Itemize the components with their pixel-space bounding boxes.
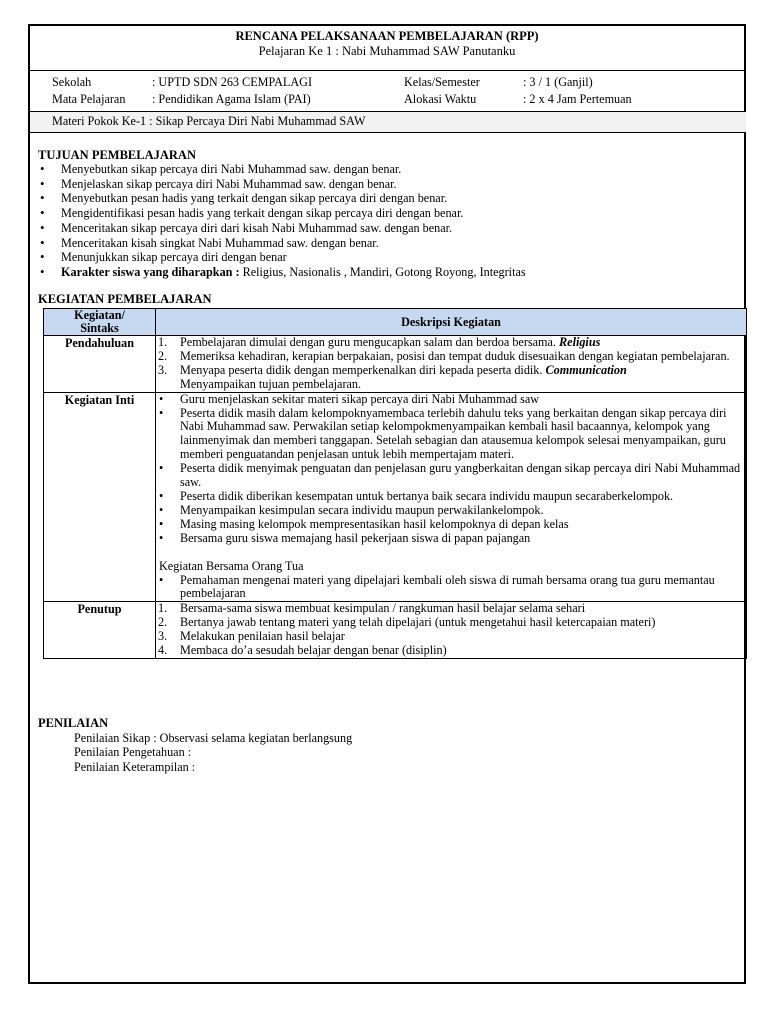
col-header-kegiatan [44,309,156,336]
item-text: Memeriksa kehadiran, kerapian berpakaian, posisi dan tempat duduk disesuaikan dengan kegiatan pembelajaran. [180,348,730,363]
alokasi-value: : 2 x 4 Jam Pertemuan [523,92,632,106]
karakter-label: Karakter siswa yang diharapkan : [61,264,240,279]
item-number: 1. [158,335,168,349]
item-number: 3. [158,629,168,644]
document-frame [28,24,746,984]
item-number: 4. [158,643,168,658]
inti-desc [156,392,747,602]
alokasi-label: Alokasi Waktu [404,92,477,106]
header-divider [30,70,746,71]
info-block [52,74,742,108]
table-header-row [44,309,747,336]
mapel-value: : Pendidikan Agama Islam (PAI) [152,92,311,106]
pendahuluan-desc [156,336,747,393]
list-item [156,616,746,630]
list-item [156,350,746,364]
list-item: • Menceritakan kisah singkat Nabi Muhammad saw. dengan benar. [38,236,738,251]
orang-tua-title: Kegiatan Bersama Orang Tua [159,558,304,573]
penilaian-title: PENILAIAN [38,716,109,730]
document-subtitle: Pelajaran Ke 1 : Nabi Muhammad SAW Panutanku [258,44,516,58]
tujuan-list [38,162,738,280]
list-item [156,630,746,644]
spacer [156,546,746,560]
item-text: Pembelajaran dimulai dengan guru mengucapkan salam dan berdoa bersama. [180,335,560,349]
penutup-label: Penutup [44,602,156,659]
penilaian-pengetahuan: Penilaian Pengetahuan : [74,745,192,760]
list-item: • Menjelaskan sikap percaya diri Nabi Muhammad saw. dengan benar. [38,177,738,192]
tujuan-title: TUJUAN PEMBELAJARAN [38,148,196,162]
penilaian-keterampilan: Penilaian Keterampilan : [74,759,196,774]
item-text: Membaca do’a sesudah belajar dengan benar (disiplin) [180,643,447,658]
table-row-pendahuluan [44,336,747,393]
pendahuluan-label: Pendahuluan [44,336,156,393]
list-item: • Menceritakan sikap percaya diri dari kisah Nabi Muhammad saw. dengan benar. [38,221,738,236]
info-row-1 [52,74,742,91]
col-header-deskripsi: Deskripsi Kegiatan [156,309,747,336]
penutup-list [156,602,746,658]
item-text: Menyapa peserta didik dengan memperkenalkan diri kepada peserta didik. [180,362,546,377]
item-number: 2. [158,348,168,363]
list-item [156,336,746,350]
karakter-item [38,265,738,280]
item-text: Melakukan penilaian hasil belajar [180,629,345,644]
item-text: Bertanya jawab tentang materi yang telah dipelajari (untuk mengetahui hasil ketercapaian materi) [180,615,656,630]
list-item: • Peserta didik diberikan kesempatan untuk bertanya baik secara individu maupun secaraberkelompok. [156,490,746,504]
pendahuluan-list [156,336,746,392]
list-item [156,602,746,616]
list-item [156,364,746,392]
kelas-value: : 3 / 1 (Ganjil) [523,75,593,89]
list-item: • Menyampaikan kesimpulan secara individu maupun perwakilankelompok. [156,504,746,518]
document-title: RENCANA PELAKSANAAN PEMBELAJARAN (RPP) [235,29,539,43]
sekolah-label: Sekolah [52,75,92,89]
orang-tua-list [156,574,746,602]
item-emphasis: Religius [559,335,601,349]
item-number: 3. [158,362,168,377]
sekolah-value: : UPTD SDN 263 CEMPALAGI [152,75,313,89]
item-number: 2. [158,615,168,630]
item-emphasis: Communication [545,362,627,377]
list-item: • Pemahaman mengenai materi yang dipelajari kembali oleh siswa di rumah bersama orang tua guru memantau pembelajaran [156,574,746,602]
document-header [30,26,744,59]
list-item: • Menunjukkan sikap percaya diri dengan benar [38,250,738,265]
kelas-label: Kelas/Semester [404,75,480,89]
inti-label: Kegiatan Inti [44,392,156,602]
item-text-continued: Menyampaikan tujuan pembelajaran. [180,376,362,391]
item-number: 1. [158,601,168,616]
list-item: • Guru menjelaskan sekitar materi sikap percaya diri Nabi Muhammad saw [156,393,746,407]
penilaian-sikap: Penilaian Sikap : Observasi selama kegiatan berlangsung [74,731,353,745]
col-header-kegiatan-line2: Sintaks [80,321,119,335]
info-row-2 [52,91,742,108]
list-item: • Menyebutkan pesan hadis yang terkait dengan sikap percaya diri dengan benar. [38,191,738,206]
table-row-inti [44,392,747,602]
list-item [156,644,746,658]
mapel-label: Mata Pelajaran [52,92,126,106]
list-item: • Mengidentifikasi pesan hadis yang terkait dengan sikap percaya diri dengan benar. [38,206,738,221]
list-item: • Peserta didik masih dalam kelompoknyamembaca terlebih dahulu teks yang berkaitan dengan sikap percaya diri Nabi Muhammad saw. Perwakilan setiap kelompokmenyampaikan kembali hasil bacaannya, kelompok yang lainmenyimak dan memberi tanggapan. Setelah sebagian dan atausemua kelompok selesai menyampaikan, guru memberi penguatandan penjelasan untuk lebih mempertajam materi. [156,407,746,463]
materi-text: Materi Pokok Ke-1 : Sikap Percaya Diri Nabi Muhammad SAW [52,114,366,128]
materi-bar [30,111,746,133]
kegiatan-title: KEGIATAN PEMBELAJARAN [38,292,212,306]
penutup-desc [156,602,747,659]
list-item: • Peserta didik menyimak penguatan dan penjelasan guru yangberkaitan dengan sikap percaya diri Nabi Muhammad saw. [156,462,746,490]
penilaian-section [38,716,738,774]
kegiatan-table [43,308,747,659]
col-header-kegiatan-line1: Kegiatan/ [74,308,125,322]
list-item: • Menyebutkan sikap percaya diri Nabi Muhammad saw. dengan benar. [38,162,738,177]
item-text: Bersama-sama siswa membuat kesimpulan / rangkuman hasil belajar selama sehari [180,601,586,616]
list-item: • Bersama guru siswa memajang hasil pekerjaan siswa di papan pajangan [156,532,746,546]
karakter-value: Religius, Nasionalis , Mandiri, Gotong Royong, Integritas [239,264,526,279]
inti-list [156,393,746,546]
list-item: • Masing masing kelompok mempresentasikan hasil kelompoknya di depan kelas [156,518,746,532]
table-row-penutup [44,602,747,659]
